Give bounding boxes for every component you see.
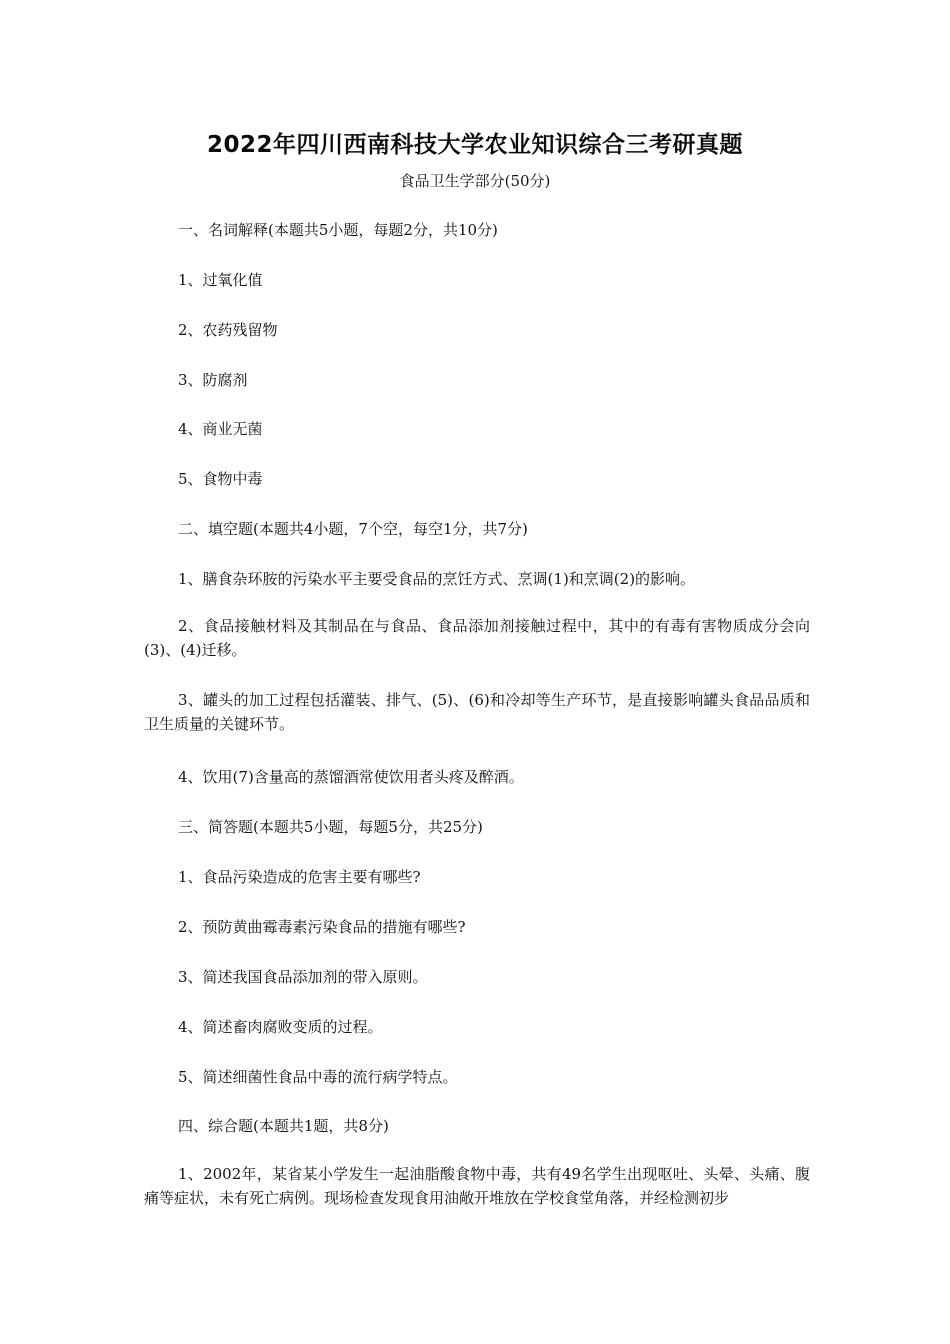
section-heading-fill-in: 二、填空题(本题共4小题，7个空，每空1分，共7分) (178, 520, 528, 538)
section-heading-comprehensive: 四、综合题(本题共1题，共8分) (178, 1117, 389, 1135)
question-item: 4、商业无菌 (178, 420, 263, 438)
document-subtitle: 食品卫生学部分(50分) (399, 172, 551, 190)
document-title: 2022年四川西南科技大学农业知识综合三考研真题 (206, 132, 743, 158)
question-item: 1、膳食杂环胺的污染水平主要受食品的烹饪方式、烹调(1)和烹调(2)的影响。 (178, 570, 696, 588)
question-paragraph: 1、2002年，某省某小学发生一起油脂酸食物中毒，共有49名学生出现呕吐、头晕、头痛、腹痛等症状，未有死亡病例。现场检查发现食用油敞开堆放在学校食堂角落，并经检测初步 (144, 1165, 810, 1207)
question-paragraph: 3、罐头的加工过程包括灌装、排气、(5)、(6)和冷却等生产环节，是直接影响罐头食品品质和卫生质量的关键环节。 (144, 691, 810, 733)
question-item: 1、食品污染造成的危害主要有哪些? (178, 868, 421, 886)
section-heading-short-answer: 三、简答题(本题共5小题，每题5分，共25分) (178, 818, 483, 836)
question-item: 2、预防黄曲霉毒素污染食品的措施有哪些? (178, 918, 466, 936)
question-item: 1、过氧化值 (178, 271, 263, 289)
question-item: 4、饮用(7)含量高的蒸馏酒常使饮用者头疼及醉酒。 (178, 768, 524, 786)
section-heading-definitions: 一、名词解释(本题共5小题，每题2分，共10分) (178, 221, 498, 239)
question-item: 5、简述细菌性食品中毒的流行病学特点。 (178, 1068, 458, 1086)
question-item: 3、简述我国食品添加剂的带入原则。 (178, 968, 428, 986)
question-item: 4、简述畜肉腐败变质的过程。 (178, 1018, 383, 1036)
question-item: 3、防腐剂 (178, 371, 248, 389)
question-item: 2、农药残留物 (178, 321, 278, 339)
question-item: 5、食物中毒 (178, 470, 263, 488)
question-paragraph: 2、食品接触材料及其制品在与食品、食品添加剂接触过程中，其中的有毒有害物质成分会向(3)、(4)迁移。 (144, 617, 810, 659)
